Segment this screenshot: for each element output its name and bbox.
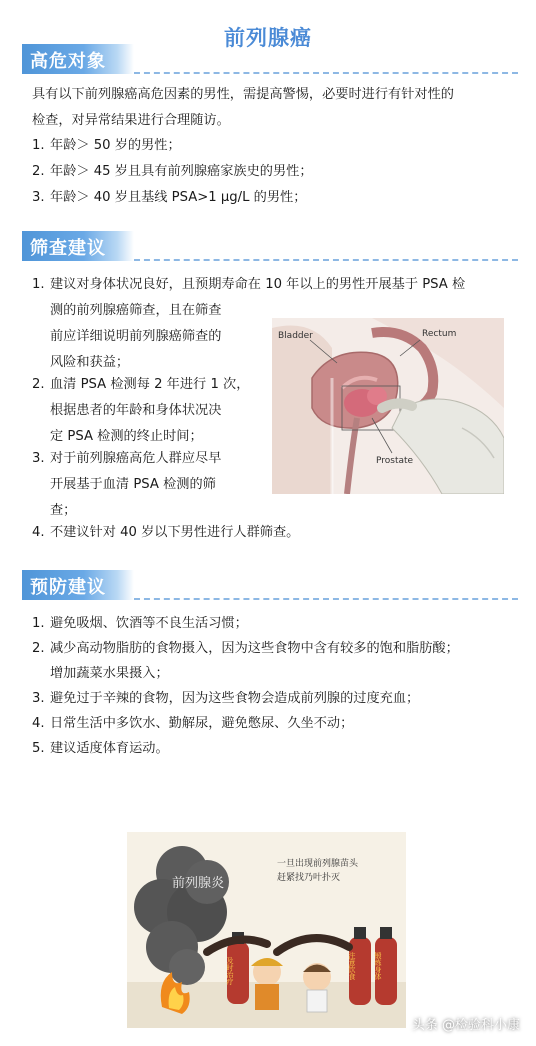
list-num: 3. — [32, 451, 45, 466]
list-num: 3. — [32, 190, 45, 205]
list-num: 1. — [32, 138, 45, 153]
speech-line-1: 一旦出现前列腺苗头 — [277, 859, 359, 869]
list-text: 前应详细说明前列腺癌筛查的 — [50, 329, 222, 344]
list-item — [32, 133, 181, 159]
label-rectum: Rectum — [422, 329, 457, 339]
intro-line-2: 检查，对异常结果进行合理随访。 — [32, 113, 230, 128]
list-text: 减少高动物脂肪的食物摄入，因为这些食物中含有较多的饱和脂肪酸； — [50, 641, 459, 656]
label-prostate: Prostate — [376, 456, 414, 466]
list-item — [32, 611, 248, 637]
list-num: 1. — [32, 277, 45, 292]
list-item — [32, 446, 254, 524]
extinguisher-label: 注意饮食 — [348, 952, 356, 980]
section-heading: 筛查建议 — [30, 238, 106, 259]
list-num: 2. — [32, 641, 45, 656]
list-num: 5. — [32, 741, 45, 756]
section-heading: 高危对象 — [30, 51, 106, 72]
section-header-prevention — [22, 570, 518, 602]
list-text-line: 对于前列腺癌高危人群应尽早 — [50, 451, 222, 466]
list-num: 3. — [32, 691, 45, 706]
speech-line-2: 赶紧找乃叶扑灭 — [277, 873, 341, 883]
dashed-divider — [134, 598, 518, 600]
list-item — [32, 185, 306, 211]
list-text: 不建议针对 40 岁以下男性进行人群筛查。 — [50, 525, 300, 540]
list-text: 日常生活中多饮水、勤解尿，避免憋尿、久坐不动； — [50, 716, 354, 731]
list-text: 查； — [50, 503, 77, 518]
list-item — [32, 711, 353, 737]
section-header-screening — [22, 231, 518, 263]
list-text-line: 血清 PSA 检测每 2 年进行 1 次， — [50, 377, 250, 392]
page-title: 前列腺癌 — [224, 26, 312, 50]
list-item — [32, 636, 459, 662]
section-header-high-risk — [22, 44, 518, 76]
list-text: 增加蔬菜水果摄入； — [50, 666, 169, 681]
list-item — [32, 372, 254, 450]
list-text: 避免过于辛辣的食物，因为这些食物会造成前列腺的过度充血； — [50, 691, 420, 706]
list-item — [32, 520, 299, 546]
list-text: 建议对身体状况良好，且预期寿命在 10 年以上的男性开展基于 PSA 检 — [50, 277, 466, 292]
section-heading: 预防建议 — [30, 577, 106, 598]
list-num: 2. — [32, 164, 45, 179]
list-text: 根据患者的年龄和身体状况决 — [50, 403, 222, 418]
list-item — [32, 159, 313, 185]
list-text: 风险和获益； — [50, 355, 130, 370]
list-num: 4. — [32, 525, 45, 540]
list-text: 避免吸烟、饮酒等不良生活习惯； — [50, 616, 248, 631]
list-item — [32, 661, 169, 687]
firefighter-character — [251, 958, 283, 1010]
list-text: 开展基于血清 PSA 检测的筛 — [50, 477, 216, 492]
list-item — [32, 736, 169, 762]
smoke-text — [172, 875, 225, 891]
list-text: 年龄＞ 40 岁且基线 PSA>1 µg/L 的男性； — [50, 190, 307, 205]
extinguisher-label: 及时治疗 — [226, 957, 234, 985]
list-text: 定 PSA 检测的终止时间； — [50, 429, 203, 444]
list-num: 1. — [32, 616, 45, 631]
prostate-anatomy-illustration — [272, 318, 504, 494]
dashed-divider — [134, 259, 518, 261]
extinguisher-label: 锻炼身体 — [374, 952, 382, 980]
list-num: 4. — [32, 716, 45, 731]
cartoon-illustration — [127, 832, 406, 1028]
list-text — [32, 377, 249, 392]
list-item-continuation — [32, 298, 254, 376]
list-item — [32, 686, 419, 712]
list-text — [32, 451, 221, 466]
list-text: 建议适度体育运动。 — [50, 741, 169, 756]
list-text: 年龄＞ 50 岁的男性； — [50, 138, 181, 153]
dashed-divider — [134, 72, 518, 74]
smoke-text-line: 前列腺炎 — [172, 876, 225, 891]
watermark: 头条 @检验科小康 — [411, 1018, 520, 1033]
list-text: 测的前列腺癌筛查，且在筛查 — [50, 303, 222, 318]
list-text: 年龄＞ 45 岁且具有前列腺癌家族史的男性； — [50, 164, 313, 179]
intro-line-1: 具有以下前列腺癌高危因素的男性，需提高警惕，必要时进行有针对性的 — [32, 87, 454, 102]
list-item — [32, 272, 465, 298]
list-num: 2. — [32, 377, 45, 392]
label-bladder: Bladder — [278, 331, 313, 341]
